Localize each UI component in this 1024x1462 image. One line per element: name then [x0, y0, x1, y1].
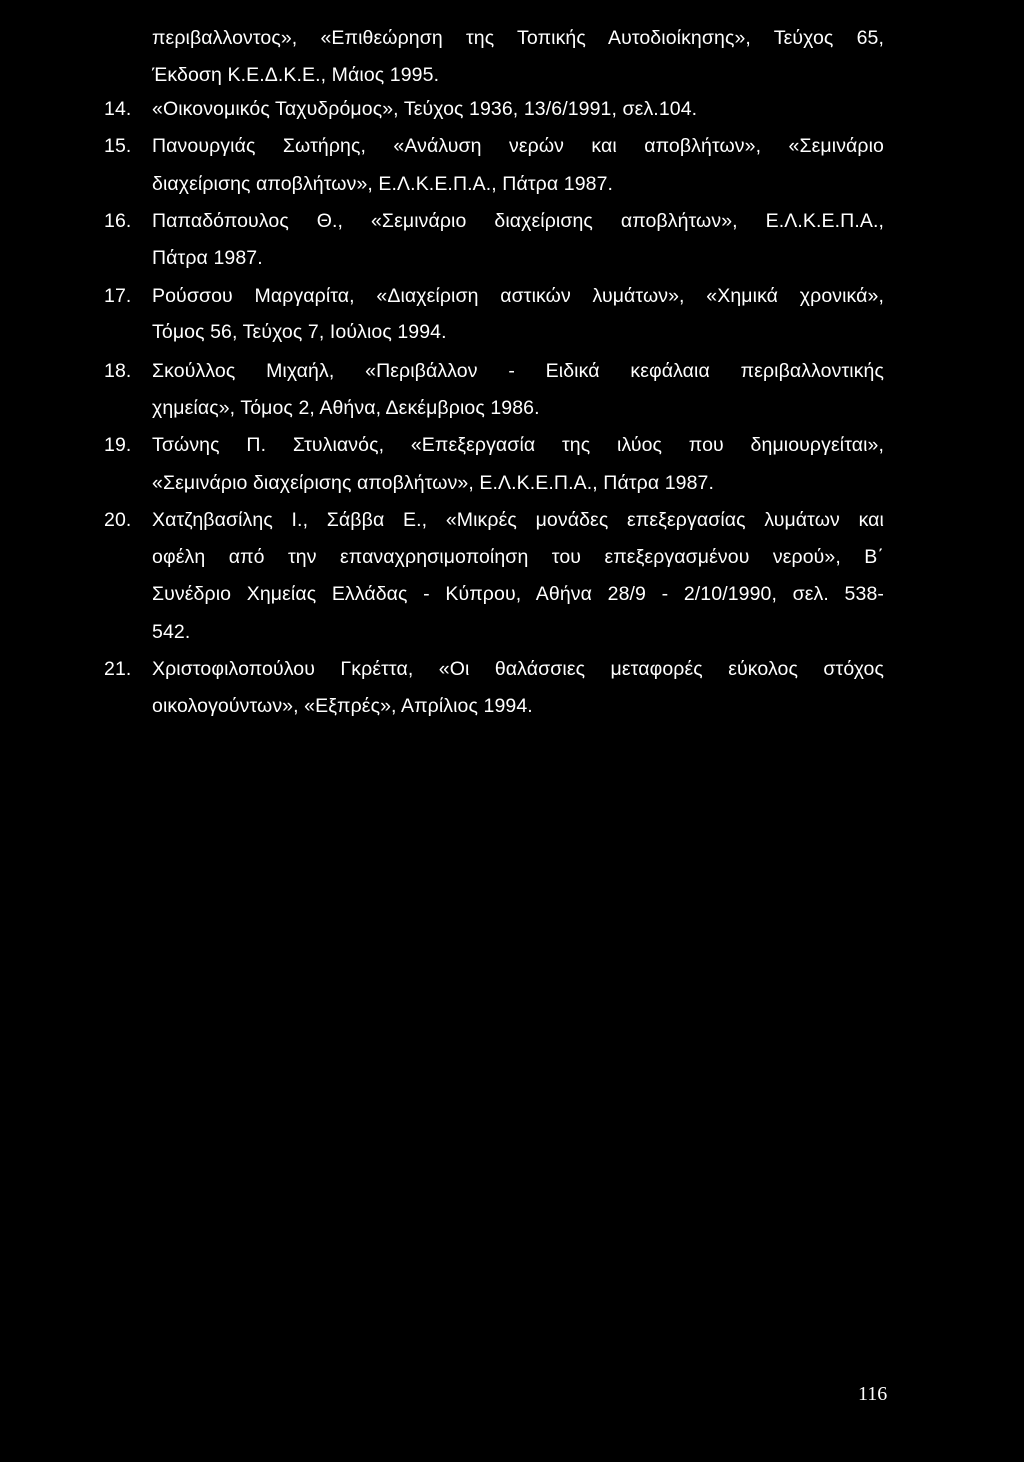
reference-text: Τσώνης Π. Στυλιανός, «Επεξεργασία της ιλύος που δημιουργείται», [152, 434, 884, 456]
reference-text: Πανουργιάς Σωτήρης, «Ανάλυση νερών και αποβλήτων», «Σεμινάριο [152, 135, 884, 157]
reference-text: χημείας», Τόμος 2, Αθήνα, Δεκέμβριος 1986. [152, 397, 540, 419]
reference-text: Χριστοφιλοπούλου Γκρέττα, «Οι θαλάσσιες μεταφορές εύκολος στόχος [152, 658, 884, 680]
reference-text: Τόμος 56, Τεύχος 7, Ιούλιος 1994. [152, 321, 447, 343]
reference-number: 18. [104, 360, 132, 382]
page-number: 116 [858, 1383, 888, 1405]
reference-text: περιβαλλοντος», «Επιθεώρηση της Τοπικής Αυτοδιοίκησης», Τεύχος 65, [152, 27, 884, 49]
reference-text: οφέλη από την επαναχρησιμοποίηση του επεξεργασμένου νερού», Β΄ [152, 546, 884, 568]
reference-number: 20. [104, 509, 132, 531]
reference-number: 15. [104, 135, 132, 157]
reference-text: διαχείρισης αποβλήτων», Ε.Λ.Κ.Ε.Π.Α., Πάτρα 1987. [152, 173, 614, 195]
reference-text: Σκούλλος Μιχαήλ, «Περιβάλλον - Ειδικά κεφάλαια περιβαλλοντικής [152, 360, 884, 382]
reference-text: Παπαδόπουλος Θ., «Σεμινάριο διαχείρισης αποβλήτων», Ε.Λ.Κ.Ε.Π.Α., [152, 210, 884, 232]
reference-text: 542. [152, 621, 191, 643]
reference-number: 14. [104, 98, 132, 120]
reference-number: 16. [104, 210, 132, 232]
reference-text: Ρούσσου Μαργαρίτα, «Διαχείριση αστικών λυμάτων», «Χημικά χρονικά», [152, 285, 884, 307]
reference-number: 17. [104, 285, 132, 307]
reference-text: «Οικονομικός Ταχυδρόμος», Τεύχος 1936, 13/6/1991, σελ.104. [152, 98, 698, 120]
reference-text: Χατζηβασίλης Ι., Σάββα Ε., «Μικρές μονάδες επεξεργασίας λυμάτων και [152, 509, 884, 531]
reference-text: «Σεμινάριο διαχείρισης αποβλήτων», Ε.Λ.Κ.Ε.Π.Α., Πάτρα 1987. [152, 472, 715, 494]
reference-text: Συνέδριο Χημείας Ελλάδας - Κύπρου, Αθήνα 28/9 - 2/10/1990, σελ. 538- [152, 583, 884, 605]
reference-text: Πάτρα 1987. [152, 247, 263, 269]
reference-text: οικολογούντων», «Εξπρές», Απρίλιος 1994. [152, 695, 533, 717]
reference-number: 21. [104, 658, 132, 680]
reference-text: Έκδοση Κ.Ε.Δ.Κ.Ε., Μάιος 1995. [152, 64, 440, 86]
reference-number: 19. [104, 434, 132, 456]
